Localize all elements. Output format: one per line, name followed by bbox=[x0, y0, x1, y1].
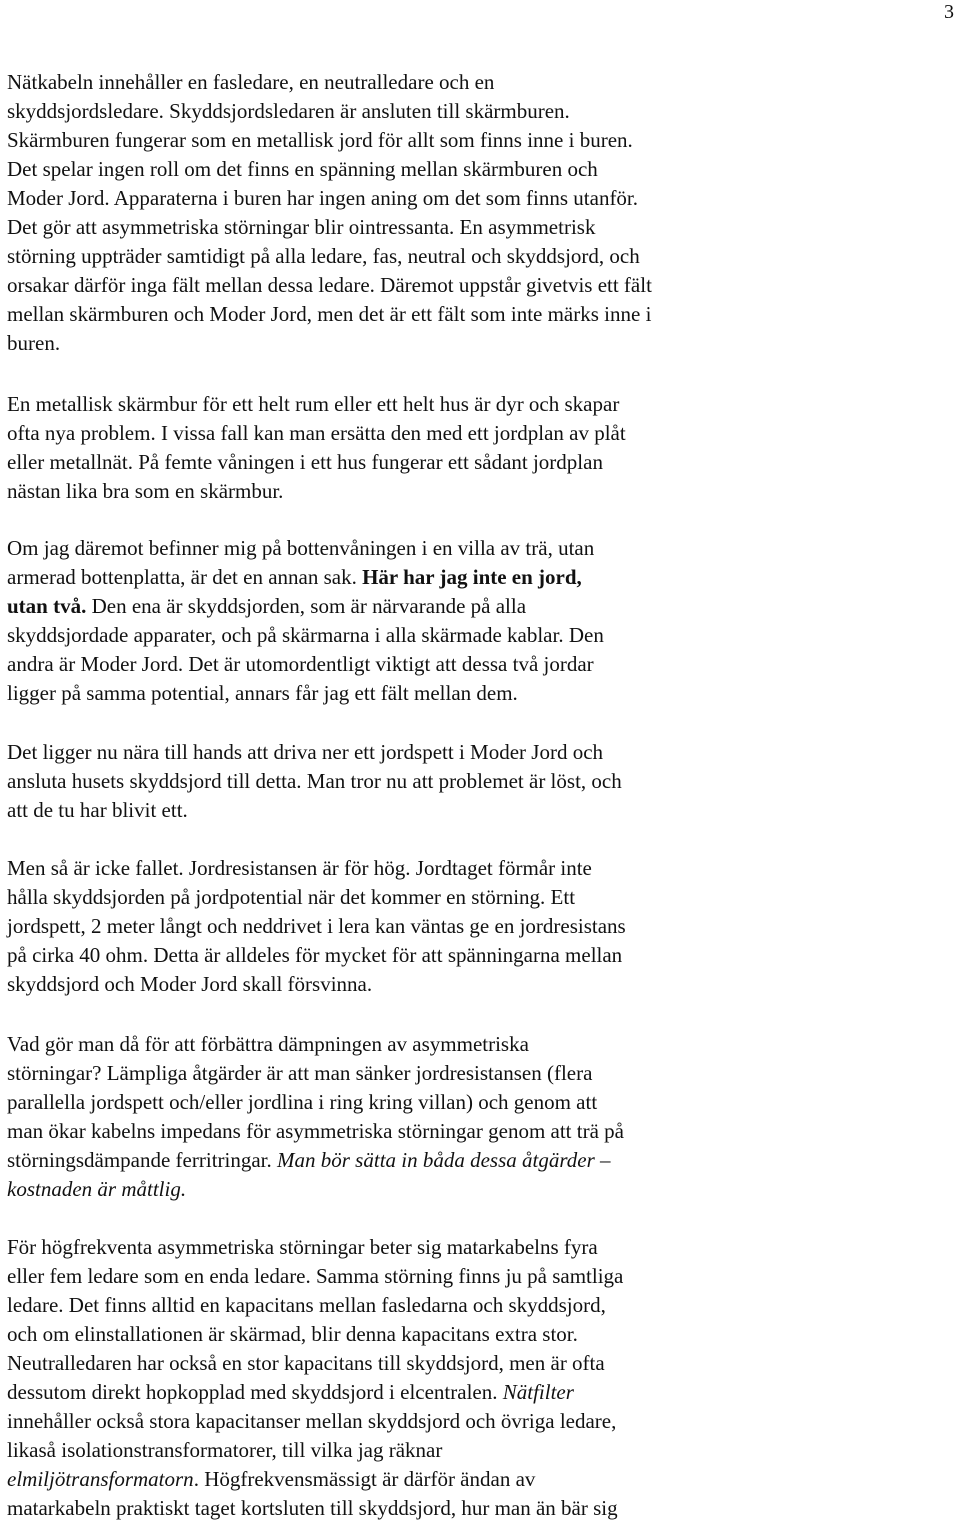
text-line: skyddsjordade apparater, och på skärmarna i alla skärmade kablar. Den bbox=[7, 623, 604, 647]
text-line: Moder Jord. Apparaterna i buren har ingen aning om det som finns utanför. bbox=[7, 186, 639, 210]
text-line: störning uppträder samtidigt på alla ledare, fas, neutral och skyddsjord, och bbox=[7, 244, 640, 268]
paragraph bbox=[7, 1233, 623, 1523]
paragraph bbox=[7, 738, 622, 825]
text-line: Om jag däremot befinner mig på bottenvåningen i en villa av trä, utan bbox=[7, 536, 595, 560]
italic-text: Man bör sätta in båda dessa åtgärder – bbox=[277, 1148, 611, 1172]
text-line: störningar? Lämpliga åtgärder är att man sänker jordresistansen (flera bbox=[7, 1061, 593, 1085]
text-line: skyddsjordsledare. Skyddsjordsledaren är ansluten till skärmburen. bbox=[7, 99, 570, 123]
text-line bbox=[7, 592, 604, 621]
paragraph bbox=[7, 854, 626, 999]
text-line bbox=[7, 1146, 624, 1175]
text-line: orsakar därför inga fält mellan dessa ledare. Däremot uppstår givetvis ett fält bbox=[7, 273, 652, 297]
text-line: Det gör att asymmetriska störningar blir ointressanta. En asymmetrisk bbox=[7, 215, 596, 239]
text-segment: . Högfrekvensmässigt är därför ändan av bbox=[193, 1467, 536, 1491]
paragraph bbox=[7, 534, 604, 708]
text-line bbox=[7, 563, 604, 592]
text-line: jordspett, 2 meter långt och neddrivet i lera kan väntas ge en jordresistans bbox=[7, 914, 626, 938]
text-line bbox=[7, 1465, 623, 1494]
text-line: ansluta husets skyddsjord till detta. Man tror nu att problemet är löst, och bbox=[7, 769, 622, 793]
text-line: ledare. Det finns alltid en kapacitans mellan fasledarna och skyddsjord, bbox=[7, 1293, 606, 1317]
text-line: andra är Moder Jord. Det är utomordentligt viktigt att dessa två jordar bbox=[7, 652, 594, 676]
text-line: eller fem ledare som en enda ledare. Samma störning finns ju på samtliga bbox=[7, 1264, 624, 1288]
text-line: att de tu har blivit ett. bbox=[7, 798, 188, 822]
text-line: eller metallnät. På femte våningen i ett hus fungerar ett sådant jordplan bbox=[7, 450, 603, 474]
text-line: på cirka 40 ohm. Detta är alldeles för mycket för att spänningarna mellan bbox=[7, 943, 623, 967]
text-line: Men så är icke fallet. Jordresistansen är för hög. Jordtaget förmår inte bbox=[7, 856, 592, 880]
text-line: och om elinstallationen är skärmad, blir denna kapacitans extra stor. bbox=[7, 1322, 578, 1346]
paragraph bbox=[7, 390, 626, 506]
text-segment: Den ena är skyddsjorden, som är närvarande på alla bbox=[86, 594, 527, 618]
bold-text: Här har jag inte en jord, bbox=[362, 565, 582, 589]
text-line: buren. bbox=[7, 331, 61, 355]
text-line: ofta nya problem. I vissa fall kan man ersätta den med ett jordplan av plåt bbox=[7, 421, 626, 445]
italic-text: Nätfilter bbox=[502, 1380, 574, 1404]
text-segment: armerad bottenplatta, är det en annan sak. bbox=[7, 565, 363, 589]
text-line: Det spelar ingen roll om det finns en spänning mellan skärmburen och bbox=[7, 157, 598, 181]
text-line: skyddsjord och Moder Jord skall försvinna. bbox=[7, 972, 373, 996]
text-segment: dessutom direkt hopkopplad med skyddsjord i elcentralen. bbox=[7, 1380, 503, 1404]
text-line: parallella jordspett och/eller jordlina i ring kring villan) och genom att bbox=[7, 1090, 598, 1114]
page-number: 3 bbox=[944, 1, 954, 23]
text-line: man ökar kabelns impedans för asymmetriska störningar genom att trä på bbox=[7, 1119, 624, 1143]
bold-text: utan två. bbox=[7, 594, 87, 618]
text-line: likaså isolationstransformatorer, till vilka jag räknar bbox=[7, 1438, 443, 1462]
text-line: En metallisk skärmbur för ett helt rum eller ett helt hus är dyr och skapar bbox=[7, 392, 620, 416]
text-line: innehåller också stora kapacitanser mellan skyddsjord och övriga ledare, bbox=[7, 1409, 617, 1433]
text-segment: störningsdämpande ferritringar. bbox=[7, 1148, 278, 1172]
text-line: mellan skärmburen och Moder Jord, men det är ett fält som inte märks inne i bbox=[7, 302, 652, 326]
text-line: ligger på samma potential, annars får jag ett fält mellan dem. bbox=[7, 681, 518, 705]
text-line: Nätkabeln innehåller en fasledare, en neutralledare och en bbox=[7, 70, 495, 94]
text-line: matarkabeln praktiskt taget kortsluten till skyddsjord, hur man än bär sig bbox=[7, 1496, 618, 1520]
text-line: Vad gör man då för att förbättra dämpningen av asymmetriska bbox=[7, 1032, 529, 1056]
paragraph bbox=[7, 68, 652, 358]
text-line: nästan lika bra som en skärmbur. bbox=[7, 479, 284, 503]
text-line: Skärmburen fungerar som en metallisk jord för allt som finns inne i buren. bbox=[7, 128, 633, 152]
text-line bbox=[7, 1378, 623, 1407]
text-line: hålla skyddsjorden på jordpotential när det kommer en störning. Ett bbox=[7, 885, 576, 909]
paragraph bbox=[7, 1030, 624, 1204]
text-line: Det ligger nu nära till hands att driva ner ett jordspett i Moder Jord och bbox=[7, 740, 604, 764]
italic-text: elmiljötransformatorn bbox=[7, 1467, 194, 1491]
italic-text-line: kostnaden är måttlig. bbox=[7, 1177, 187, 1201]
text-line: För högfrekventa asymmetriska störningar beter sig matarkabelns fyra bbox=[7, 1235, 598, 1259]
text-line: Neutralledaren har också en stor kapacitans till skyddsjord, men är ofta bbox=[7, 1351, 605, 1375]
